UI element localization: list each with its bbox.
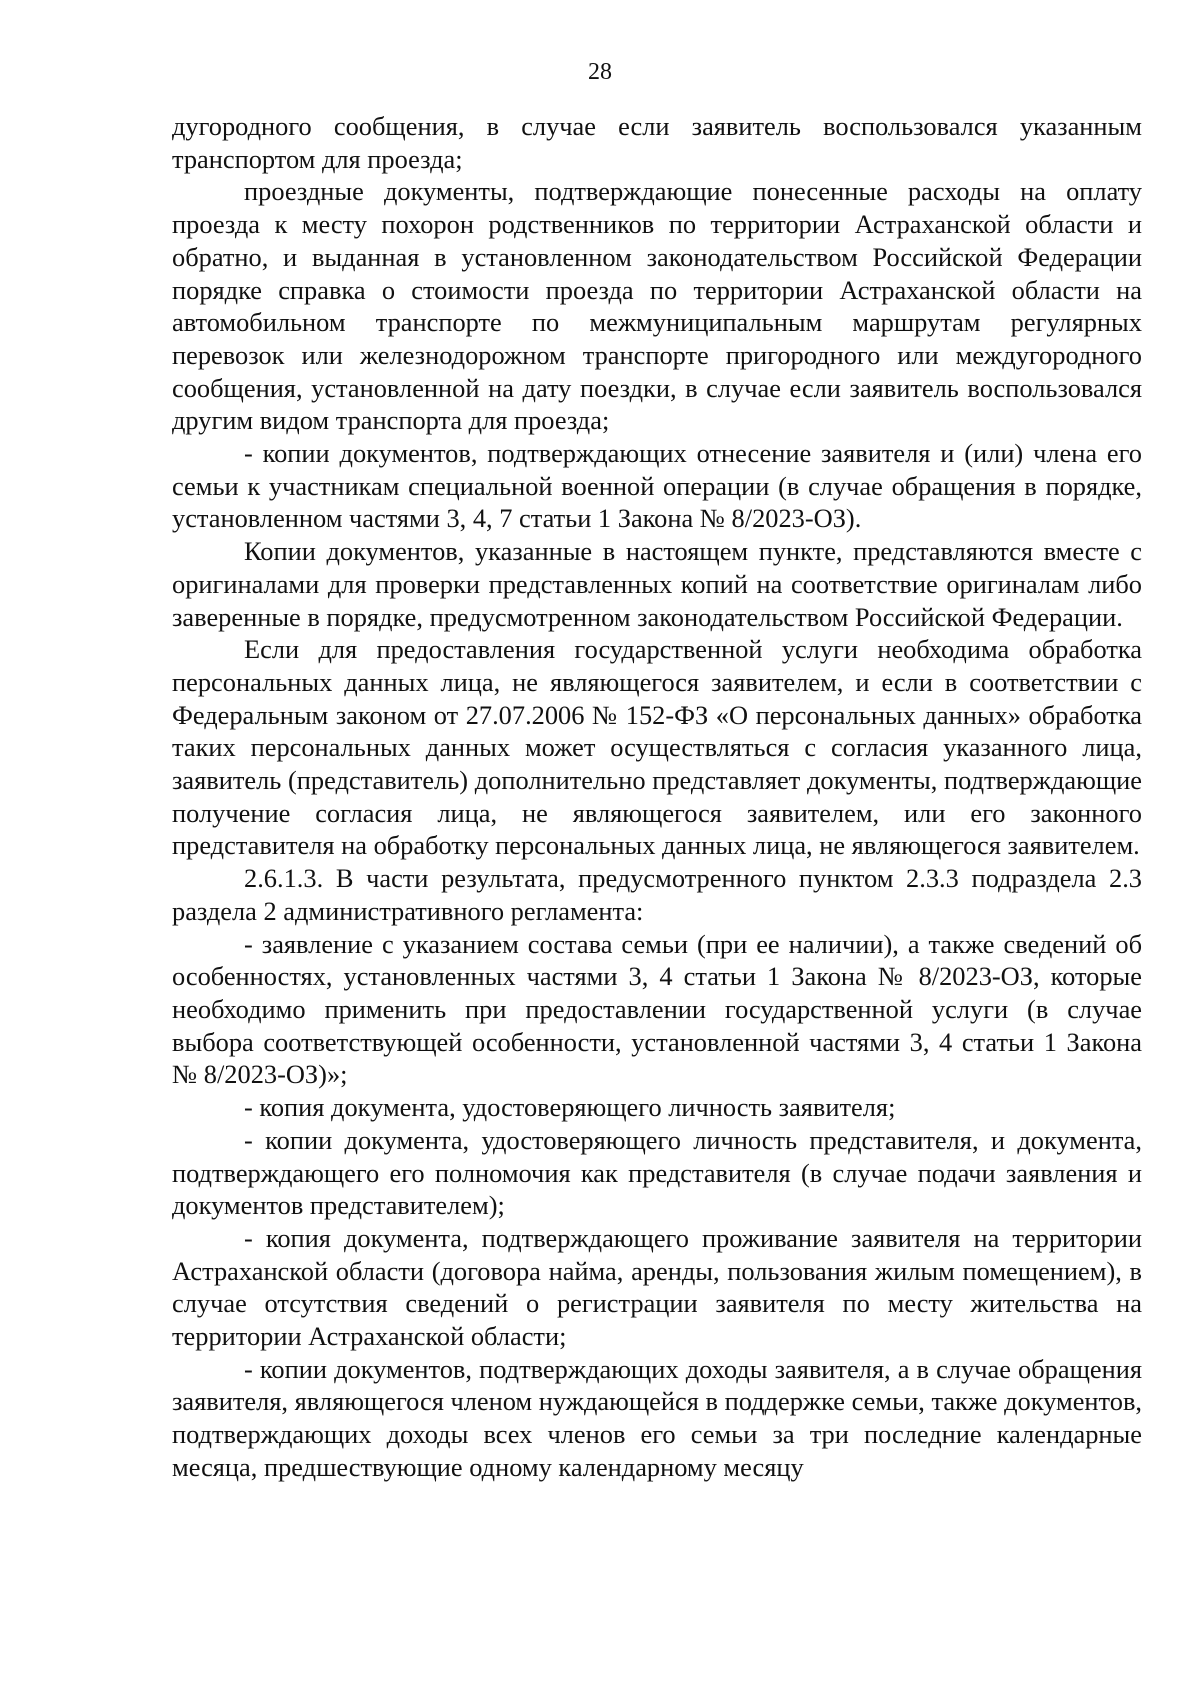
paragraph-svo-participants: - копии документов, подтверждающих отнесение заявителя и (или) члена его семьи к участникам специальной военной операции (в случае обращения в порядке, установленном частями 3, 4, 7 статьи 1 Закона № 8/2023-ОЗ). <box>172 438 1142 534</box>
paragraph-personal-data-consent: Если для предоставления государственной услуги необходима обработка персональных данных лица, не являющегося заявителем, и если в соответствии с Федеральным законом от 27.07.2006 № 152-ФЗ «О персональных данных» обработка таких персональных данных может осуществляться с согласия указанного лица, заявитель (представитель) дополнительно представляет документы, подтверждающие получение согласия лица, не являющегося заявителем, или его законного представителя на обработку персональных данных лица, не являющегося заявителем. <box>172 634 1142 861</box>
list-item-income-documents: - копии документов, подтверждающих доходы заявителя, а в случае обращения заявителя, являющегося членом нуждающейся в поддержке семьи, также документов, подтверждающих доходы всех членов его семьи за три последние календарные месяца, предшествующие одному календарному месяцу <box>172 1353 1142 1482</box>
list-item-residence-proof: - копия документа, подтверждающего проживание заявителя на территории Астраханской области (договора найма, аренды, пользования жилым помещением), в случае отсутствия сведений о регистрации заявителя по месту жительства на территории Астраханской области; <box>172 1222 1142 1352</box>
list-item-applicant-id: - копия документа, удостоверяющего личность заявителя; <box>244 1092 896 1123</box>
paragraph-copies-with-originals: Копии документов, указанные в настоящем пункте, представляются вместе с оригиналами для проверки представленных копий на соответствие оригиналам либо заверенные в порядке, предусмотренном законодательством Российской Федерации. <box>172 536 1142 632</box>
paragraph-section-2-6-1-3: 2.6.1.3. В части результата, предусмотренного пунктом 2.3.3 подраздела 2.3 раздела 2 административного регламента: <box>172 863 1142 926</box>
paragraph-travel-documents: проездные документы, подтверждающие понесенные расходы на оплату проезда к месту похорон родственников по территории Астраханской области и обратно, и выданная в установленном законодательством Российской Федерации порядке справка о стоимости проезда по территории Астраханской области на автомобильном транспорте по межмуниципальным маршрутам регулярных перевозок или железнодорожном транспорте пригородного или междугородного сообщения, установленной на дату поездки, в случае если заявитель воспользовался другим видом транспорта для проезда; <box>172 176 1142 436</box>
paragraph-continuation: дугородного сообщения, в случае если заявитель воспользовался указанным транспортом для проезда; <box>172 111 1142 174</box>
list-item-representative-id: - копии документа, удостоверяющего личность представителя, и документа, подтверждающего его полномочия как представителя (в случае подачи заявления и документов представителем); <box>172 1124 1142 1221</box>
page-number: 28 <box>588 59 612 85</box>
list-item-application: - заявление с указанием состава семьи (при ее наличии), а также сведений об особенностях, установленных частями 3, 4 статьи 1 Закона № 8/2023-ОЗ, которые необходимо применить при предоставлении государственной услуги (в случае выбора соответствующей особенности, установленной частями 3, 4 статьи 1 Закона № 8/2023-ОЗ)»; <box>172 928 1142 1090</box>
document-body <box>172 110 1142 1484</box>
